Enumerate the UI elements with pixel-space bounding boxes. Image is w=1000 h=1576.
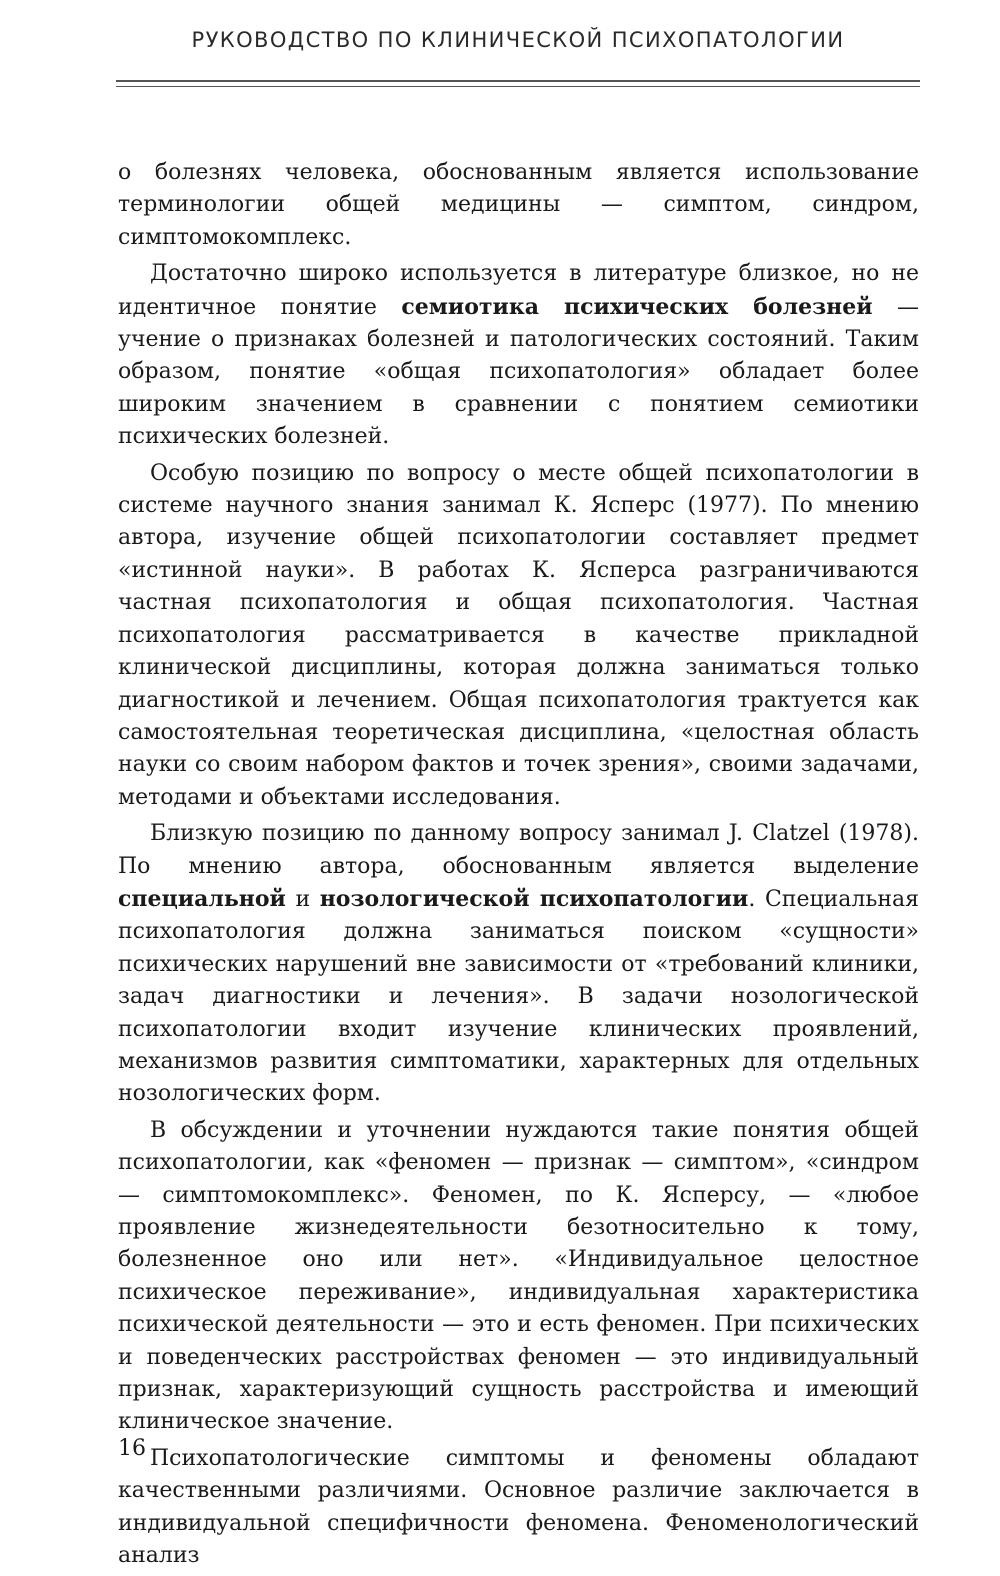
page-number: 16: [118, 1436, 146, 1461]
paragraph-2-part-a: Достаточно широко используется в литературе близкое, но не идентичное понятие: [118, 261, 919, 320]
paragraph-2-part-c: — учение о признаках болезней и патологических состояний. Таким образом, понятие «общая психопатология» обладает более широким значением в сравнении с понятием семиотики психических болезней.: [118, 294, 919, 450]
paragraph-4-part-c: и: [285, 886, 320, 912]
running-head-title: РУКОВОДСТВО ПО КЛИНИЧЕСКОЙ ПСИХОПАТОЛОГИИ: [191, 28, 845, 52]
paragraph-4-part-e: . Специальная психопатология должна заниматься поиском «сущности» психических нарушений вне зависимости от «требований клиники, задач диагностики и лечения». В задачи нозологической психопатологии входит изучение клинических проявлений, механизмов развития симптоматики, характерных для отдельных нозологических форм.: [118, 886, 920, 1107]
paragraph-4-part-a: Близкую позицию по данному вопросу занимал J. Clatzel (1978). По мнению автора, обоснованным является выделение: [118, 821, 919, 879]
term-nosological-psychopathology: нозологической психопатологии: [319, 885, 749, 912]
paragraph-4: [118, 818, 919, 1111]
term-semiotics: семиотика психических болезней: [401, 293, 873, 320]
header-rule-thin: [116, 86, 920, 87]
paragraph-3: Особую позицию по вопросу о месте общей психопатологии в системе научного знания занимал К. Ясперс (1977). По мнению автора, изучение общей психопатологии составляет предмет «истинной науки». В работах К. Ясперса разграничиваются частная психопатология и общая психопатология. Частная психопатология рассматривается в качестве прикладной клинической дисциплины, которая должна заниматься только диагностикой и лечением. Общая психопатология трактуется как самостоятельная теоретическая дисциплина, «целостная область науки со своим набором фактов и точек зрения», своими задачами, методами и объектами исследования.: [118, 460, 919, 810]
header-rule-thick: [116, 80, 920, 82]
paragraph-6: Психопатологические симптомы и феномены обладают качественными различиями. Основное различие заключается в индивидуальной специфичности феномена. Феноменологический анализ: [118, 1445, 919, 1569]
paragraph-2: [118, 258, 919, 453]
body-text: [118, 157, 919, 1576]
term-special: специальной: [118, 885, 286, 912]
paragraph-1: о болезнях человека, обоснованным является использование терминологии общей медицины — симптом, синдром, симптомокомплекс.: [118, 160, 919, 250]
paragraph-5: В обсуждении и уточнении нуждаются такие понятия общей психопатологии, как «феномен — признак — симптом», «синдром — симптомокомплекс». Феномен, по К. Ясперсу, — «любое проявление жизнедеятельности безотносительно к тому, болезненное оно или нет». «Индивидуальное целостное психическое переживание», индивидуальная характеристика психической деятельности — это и есть феномен. При психических и поведенческих расстройствах феномен — это индивидуальный признак, характеризующий сущность расстройства и имеющий клиническое значение.: [118, 1117, 919, 1435]
